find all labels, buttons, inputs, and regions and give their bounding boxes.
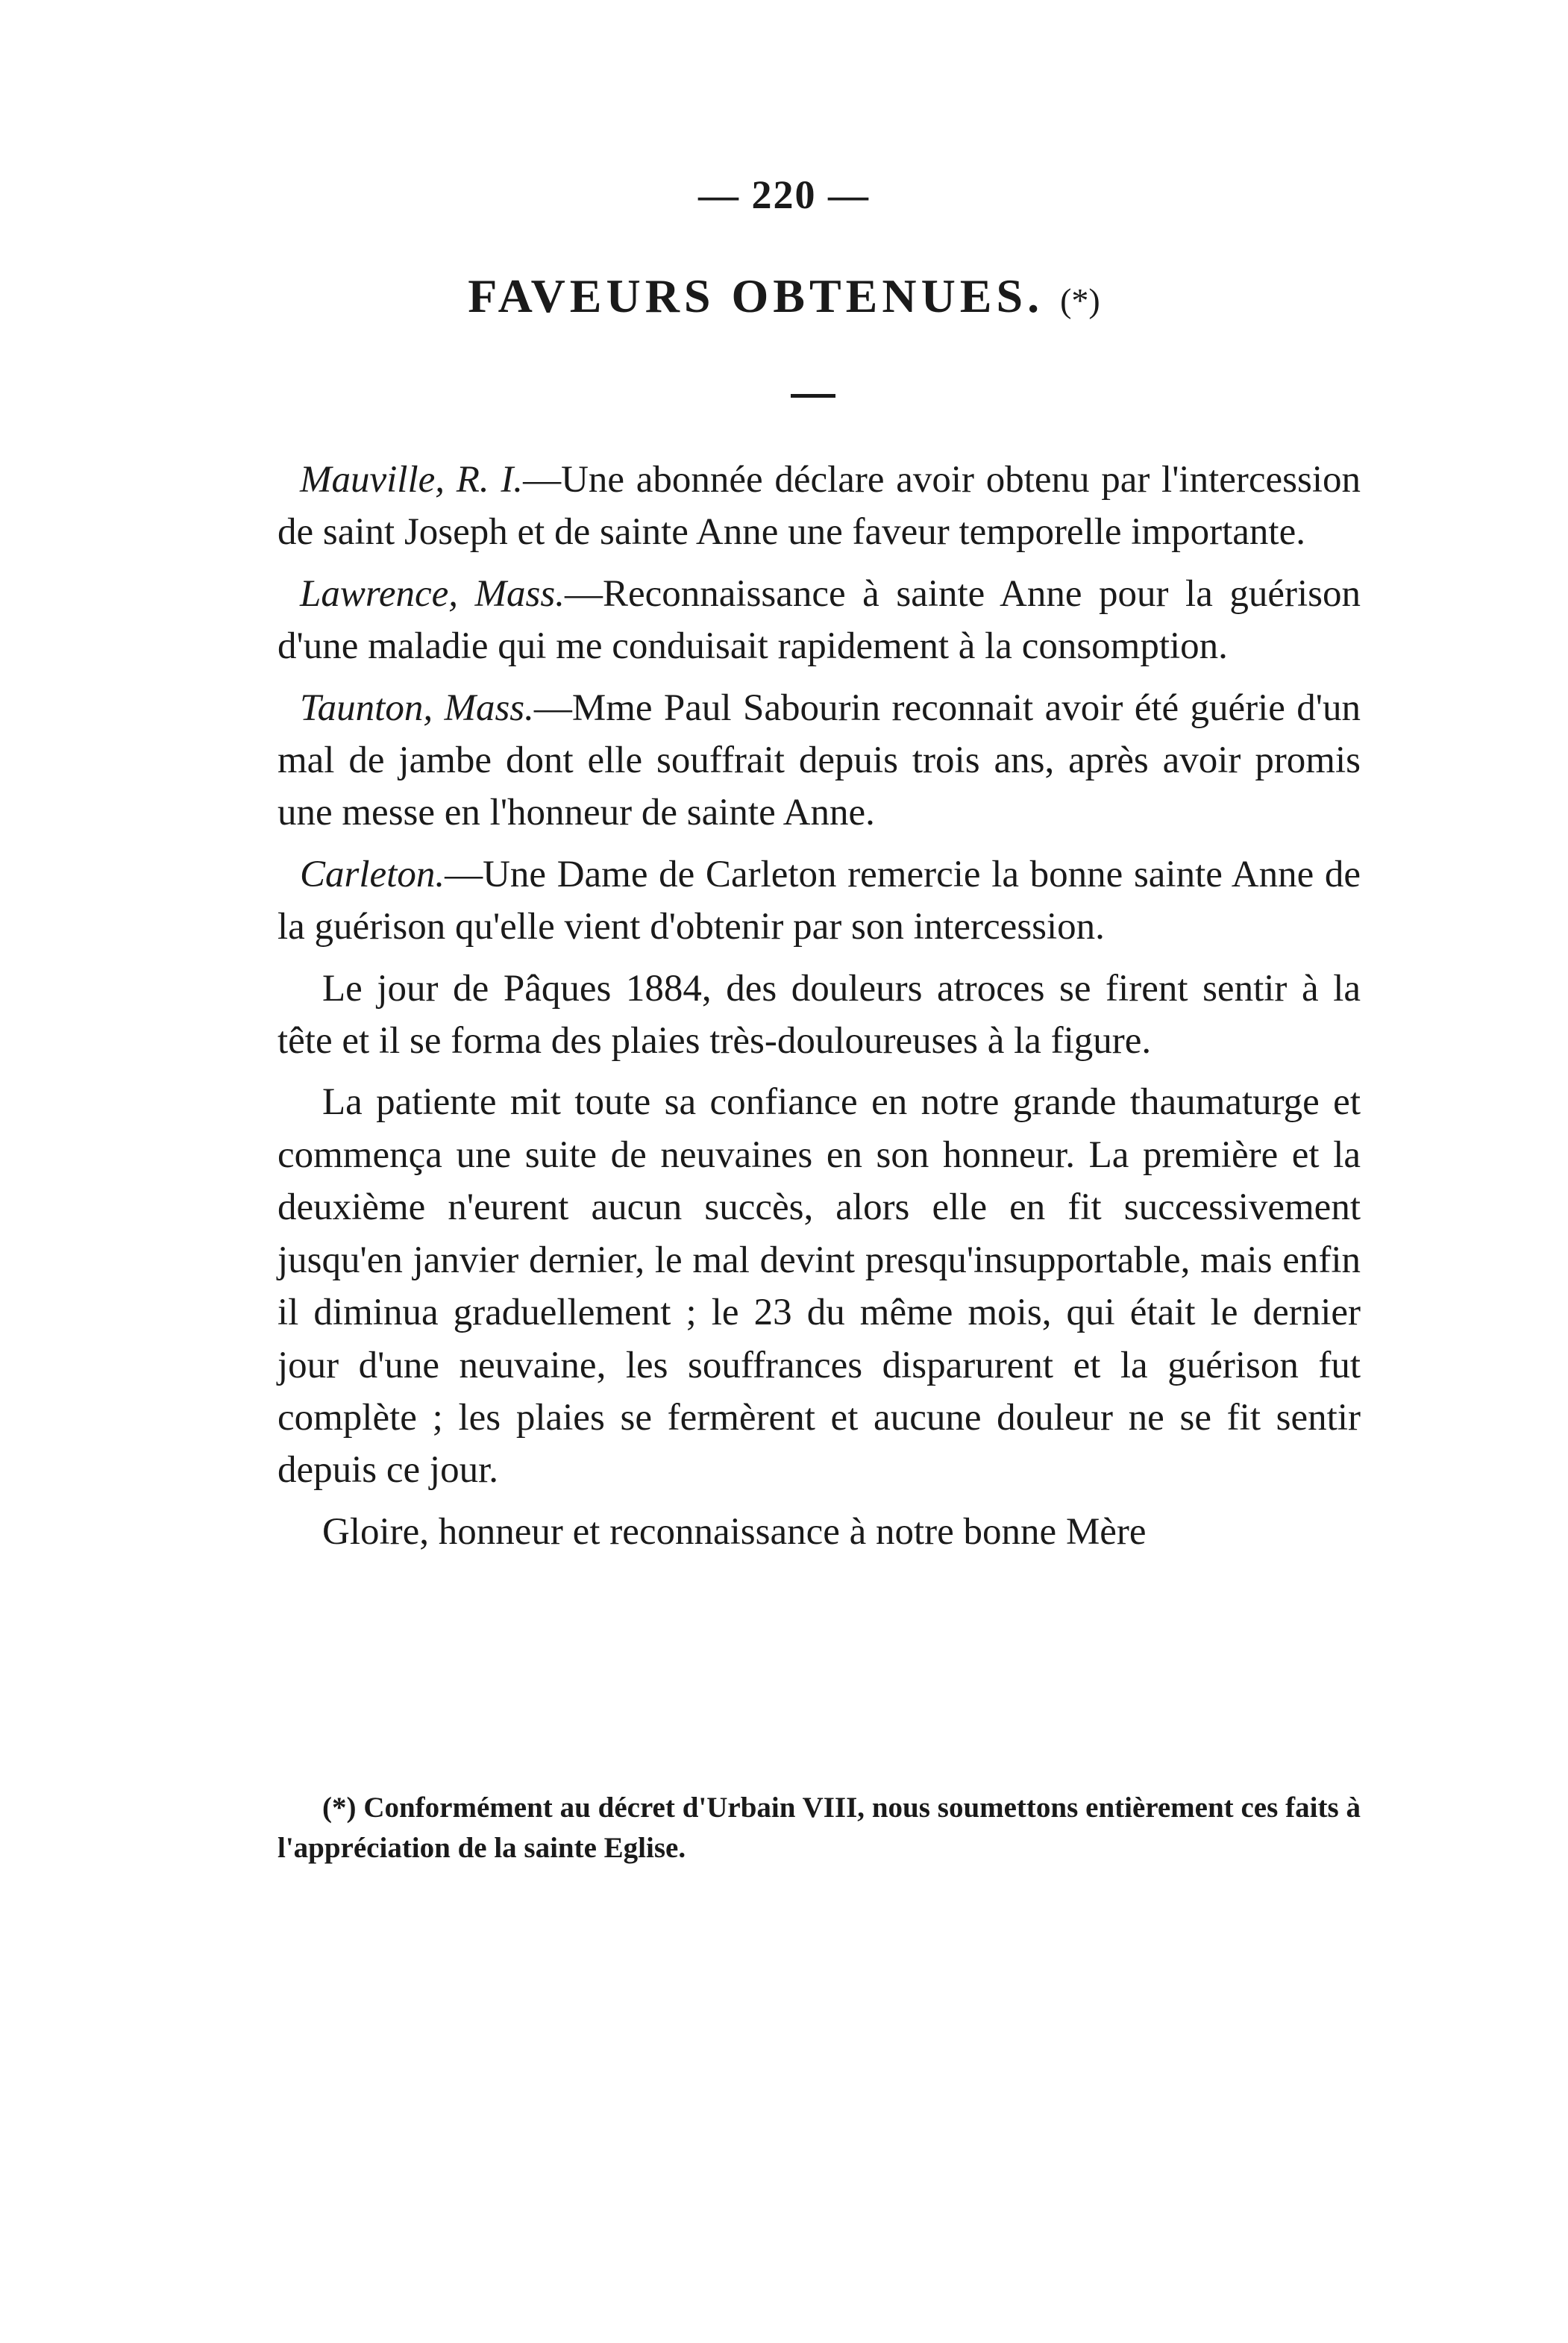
entry-text: —Mme Paul Sabourin reconnait avoir été guérie d'un mal de jambe dont elle souffrait depuis trois ans, après avoir promis une messe en l'honneur de sainte Anne. xyxy=(277,686,1361,834)
footnote-text: (*) Conformément au décret d'Urbain VIII, nous soumettons entièrement ces faits à l'appréciation de la sainte Eglise. xyxy=(277,1792,1361,1864)
entry-place: Carleton. xyxy=(300,853,445,895)
footnote-reference: (*) xyxy=(1060,281,1100,319)
entry-paragraph xyxy=(277,848,1361,954)
entry-text: —Une Dame de Carleton remercie la bonne sainte Anne de la guérison qu'elle vient d'obtenir par son intercession. xyxy=(277,853,1361,948)
body-text xyxy=(277,454,1361,1567)
body-paragraph: Gloire, honneur et reconnaissance à notre bonne Mère xyxy=(322,1510,1147,1553)
entry-place: Mauville, R. I. xyxy=(300,459,524,501)
entry-text: —Reconnaissance à sainte Anne pour la guérison d'une maladie qui me conduisait rapidement à la consomption. xyxy=(277,572,1361,668)
entry-text: —Une abonnée déclare avoir obtenu par l'intercession de saint Joseph et de sainte Anne une faveur temporelle importante. xyxy=(277,459,1361,554)
entry-paragraph xyxy=(277,454,1361,559)
entry-paragraph xyxy=(277,568,1361,673)
footnote xyxy=(277,1788,1361,1868)
page-number: — 220 — xyxy=(698,172,870,217)
heading-text: FAVEURS OBTENUES. xyxy=(468,269,1044,322)
ornament-dash xyxy=(791,394,835,398)
body-paragraph: Le jour de Pâques 1884, des douleurs atroces se firent sentir à la tête et il se forma des plaies très-douloureuses à la figure. xyxy=(277,967,1361,1063)
entry-paragraph xyxy=(277,682,1361,839)
body-paragraph: La patiente mit toute sa confiance en notre grande thaumaturge et commença une suite de neuvaines en son honneur. La première et la deuxième n'eurent aucun succès, alors elle en fit successivement jusqu'en janvier dernier, le mal devint presqu'insupportable, mais enfin il diminua graduellement ; le 23 du même mois, qui était le dernier jour d'une neuvaine, les souffrances disparurent et la guérison fut complète ; les plaies se fermèrent et aucune douleur ne se fit sentir depuis ce jour. xyxy=(277,1081,1361,1492)
page-heading xyxy=(0,269,1568,324)
entry-place: Lawrence, Mass. xyxy=(300,572,565,615)
entry-place: Taunton, Mass. xyxy=(300,686,534,729)
